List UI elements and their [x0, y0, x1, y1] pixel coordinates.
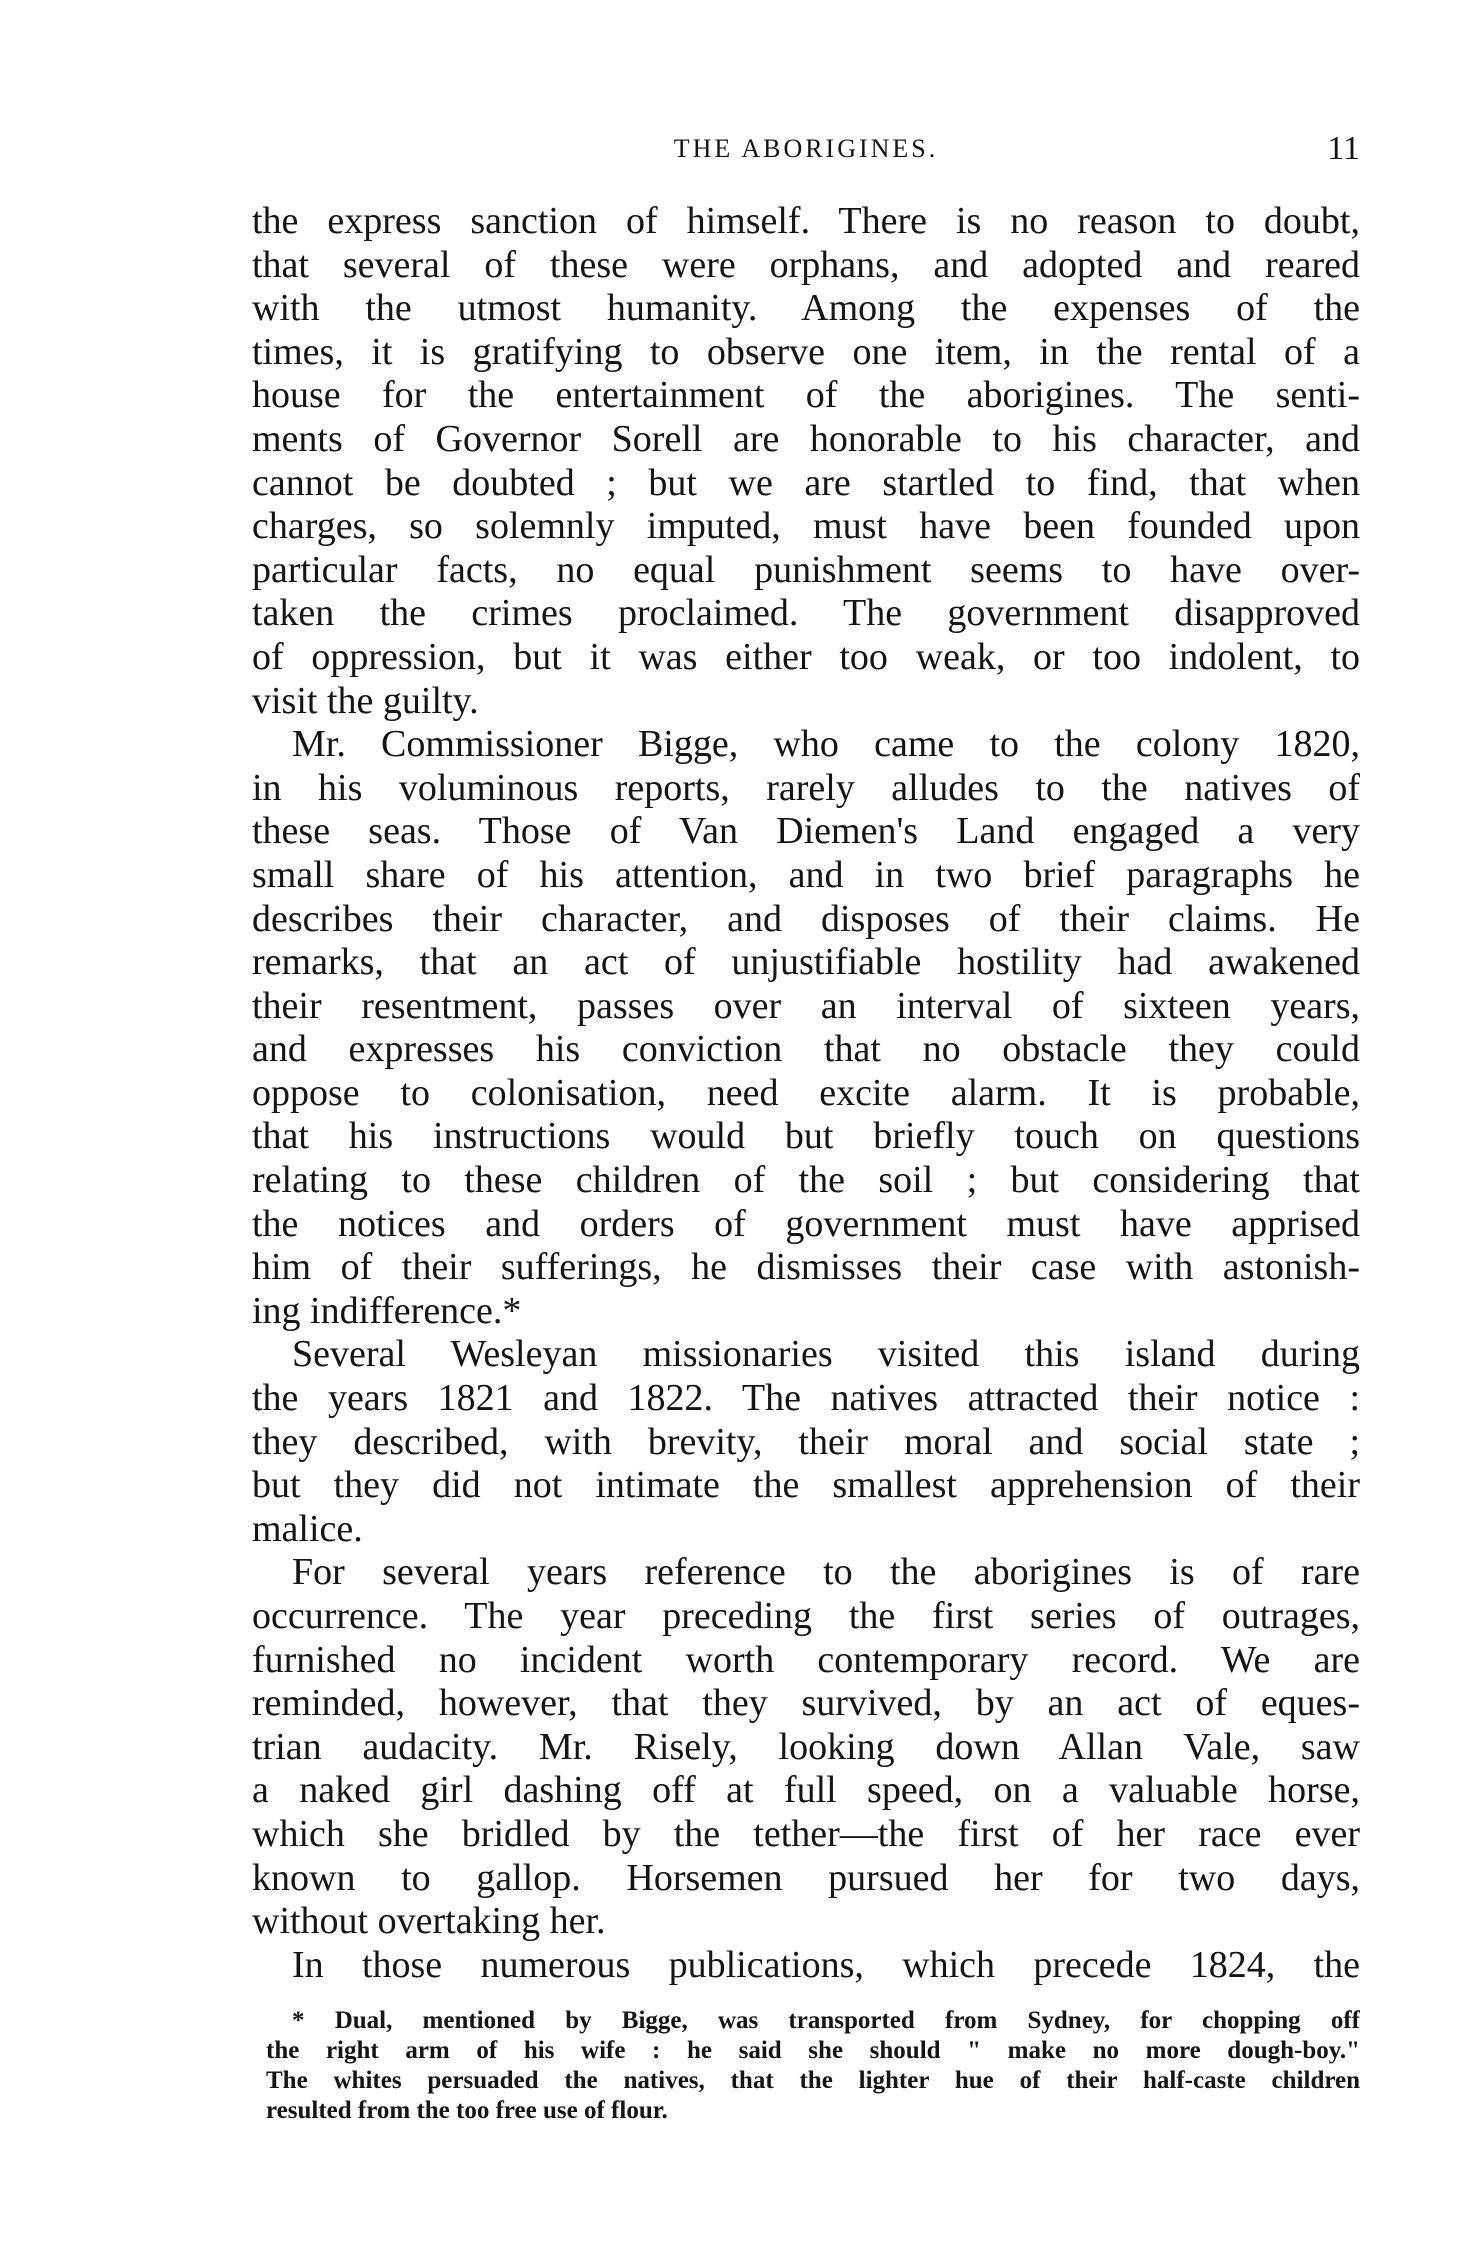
text-line: ing indifference.* [252, 1289, 522, 1332]
paragraph-3 [252, 1333, 1360, 1551]
text-line: a naked girl dashing off at full speed, on a valuable horse, [252, 1769, 1360, 1812]
text-line: without overtaking her. [252, 1900, 606, 1943]
text-line: charges, so solemnly imputed, must have been founded upon [252, 505, 1360, 548]
text-line: their resentment, passes over an interval of sixteen years, [252, 984, 1360, 1027]
text-line: particular facts, no equal punishment seems to have over- [252, 548, 1360, 591]
text-line: malice. [252, 1507, 363, 1550]
text-line: the express sanction of himself. There is no reason to doubt, [252, 200, 1360, 242]
text-line: in his voluminous reports, rarely alludes to the natives of [252, 766, 1360, 809]
text-line: Mr. Commissioner Bigge, who came to the colony 1820, [292, 723, 1360, 766]
text-line: describes their character, and disposes of their claims. He [252, 897, 1360, 940]
text-line: Several Wesleyan missionaries visited this island during [292, 1333, 1360, 1376]
text-line: occurrence. The year preceding the first series of outrages, [252, 1595, 1360, 1637]
text-line: furnished no incident worth contemporary record. We are [252, 1638, 1360, 1681]
running-title: THE ABORIGINES. [673, 134, 939, 163]
paragraph-1 [252, 200, 1360, 723]
text-line: which she bridled by the tether—the first of her race ever [252, 1812, 1360, 1855]
text-line: oppose to colonisation, need excite alarm. It is probable, [252, 1071, 1360, 1114]
text-line: but they did not intimate the smallest apprehension of their [252, 1464, 1360, 1507]
text-line: with the utmost humanity. Among the expenses of the [252, 287, 1360, 330]
paragraph-4 [252, 1551, 1360, 1943]
running-head [252, 130, 1360, 170]
text-line: times, it is gratifying to observe one item, in the rental of a [252, 330, 1360, 373]
text-line: In those numerous publications, which precede 1824, the [292, 1943, 1360, 1986]
text-line: the years 1821 and 1822. The natives attracted their notice : [252, 1377, 1360, 1420]
body-text [252, 200, 1360, 1987]
text-line: and expresses his conviction that no obstacle they could [252, 1028, 1360, 1071]
text-line: these seas. Those of Van Diemen's Land engaged a very [252, 810, 1360, 853]
page-number: 11 [1327, 130, 1360, 167]
text-line: they described, with brevity, their moral and social state ; [252, 1420, 1360, 1463]
text-line: known to gallop. Horsemen pursued her for two days, [252, 1856, 1360, 1899]
text-line: For several years reference to the aborigines is of rare [292, 1551, 1360, 1594]
text-line: relating to these children of the soil ; but considering that [252, 1159, 1360, 1202]
footnote-line: * Dual, mentioned by Bigge, was transported from Sydney, for chopping off [292, 2007, 1360, 2034]
footnote-line: the right arm of his wife : he said she should " make no more dough-boy." [266, 2037, 1360, 2064]
text-line: him of their sufferings, he dismisses their case with astonish- [252, 1246, 1360, 1289]
text-line: reminded, however, that they survived, by an act of eques- [252, 1682, 1360, 1725]
footnote-line: The whites persuaded the natives, that the lighter hue of their half-caste children [266, 2067, 1360, 2094]
text-line: the notices and orders of government must have apprised [252, 1202, 1360, 1245]
text-line: trian audacity. Mr. Risely, looking down Allan Vale, saw [252, 1725, 1360, 1768]
text-line: remarks, that an act of unjustifiable hostility had awakened [252, 941, 1360, 984]
footnote [266, 2006, 1360, 2126]
paragraph-2 [252, 723, 1360, 1333]
text-line: of oppression, but it was either too weak, or too indolent, to [252, 635, 1360, 678]
text-line: ments of Governor Sorell are honorable to his character, and [252, 417, 1360, 460]
text-line: house for the entertainment of the aborigines. The senti- [252, 374, 1360, 417]
text-line: that several of these were orphans, and adopted and reared [252, 243, 1360, 286]
footnote-line: resulted from the too free use of flour. [266, 2097, 668, 2124]
text-line: cannot be doubted ; but we are startled to find, that when [252, 461, 1360, 504]
text-line: visit the guilty. [252, 679, 479, 722]
text-line: that his instructions would but briefly touch on questions [252, 1115, 1360, 1158]
paragraph-5 [252, 1944, 1360, 1988]
text-line: taken the crimes proclaimed. The government disapproved [252, 592, 1360, 635]
text-line: small share of his attention, and in two brief paragraphs he [252, 853, 1360, 896]
